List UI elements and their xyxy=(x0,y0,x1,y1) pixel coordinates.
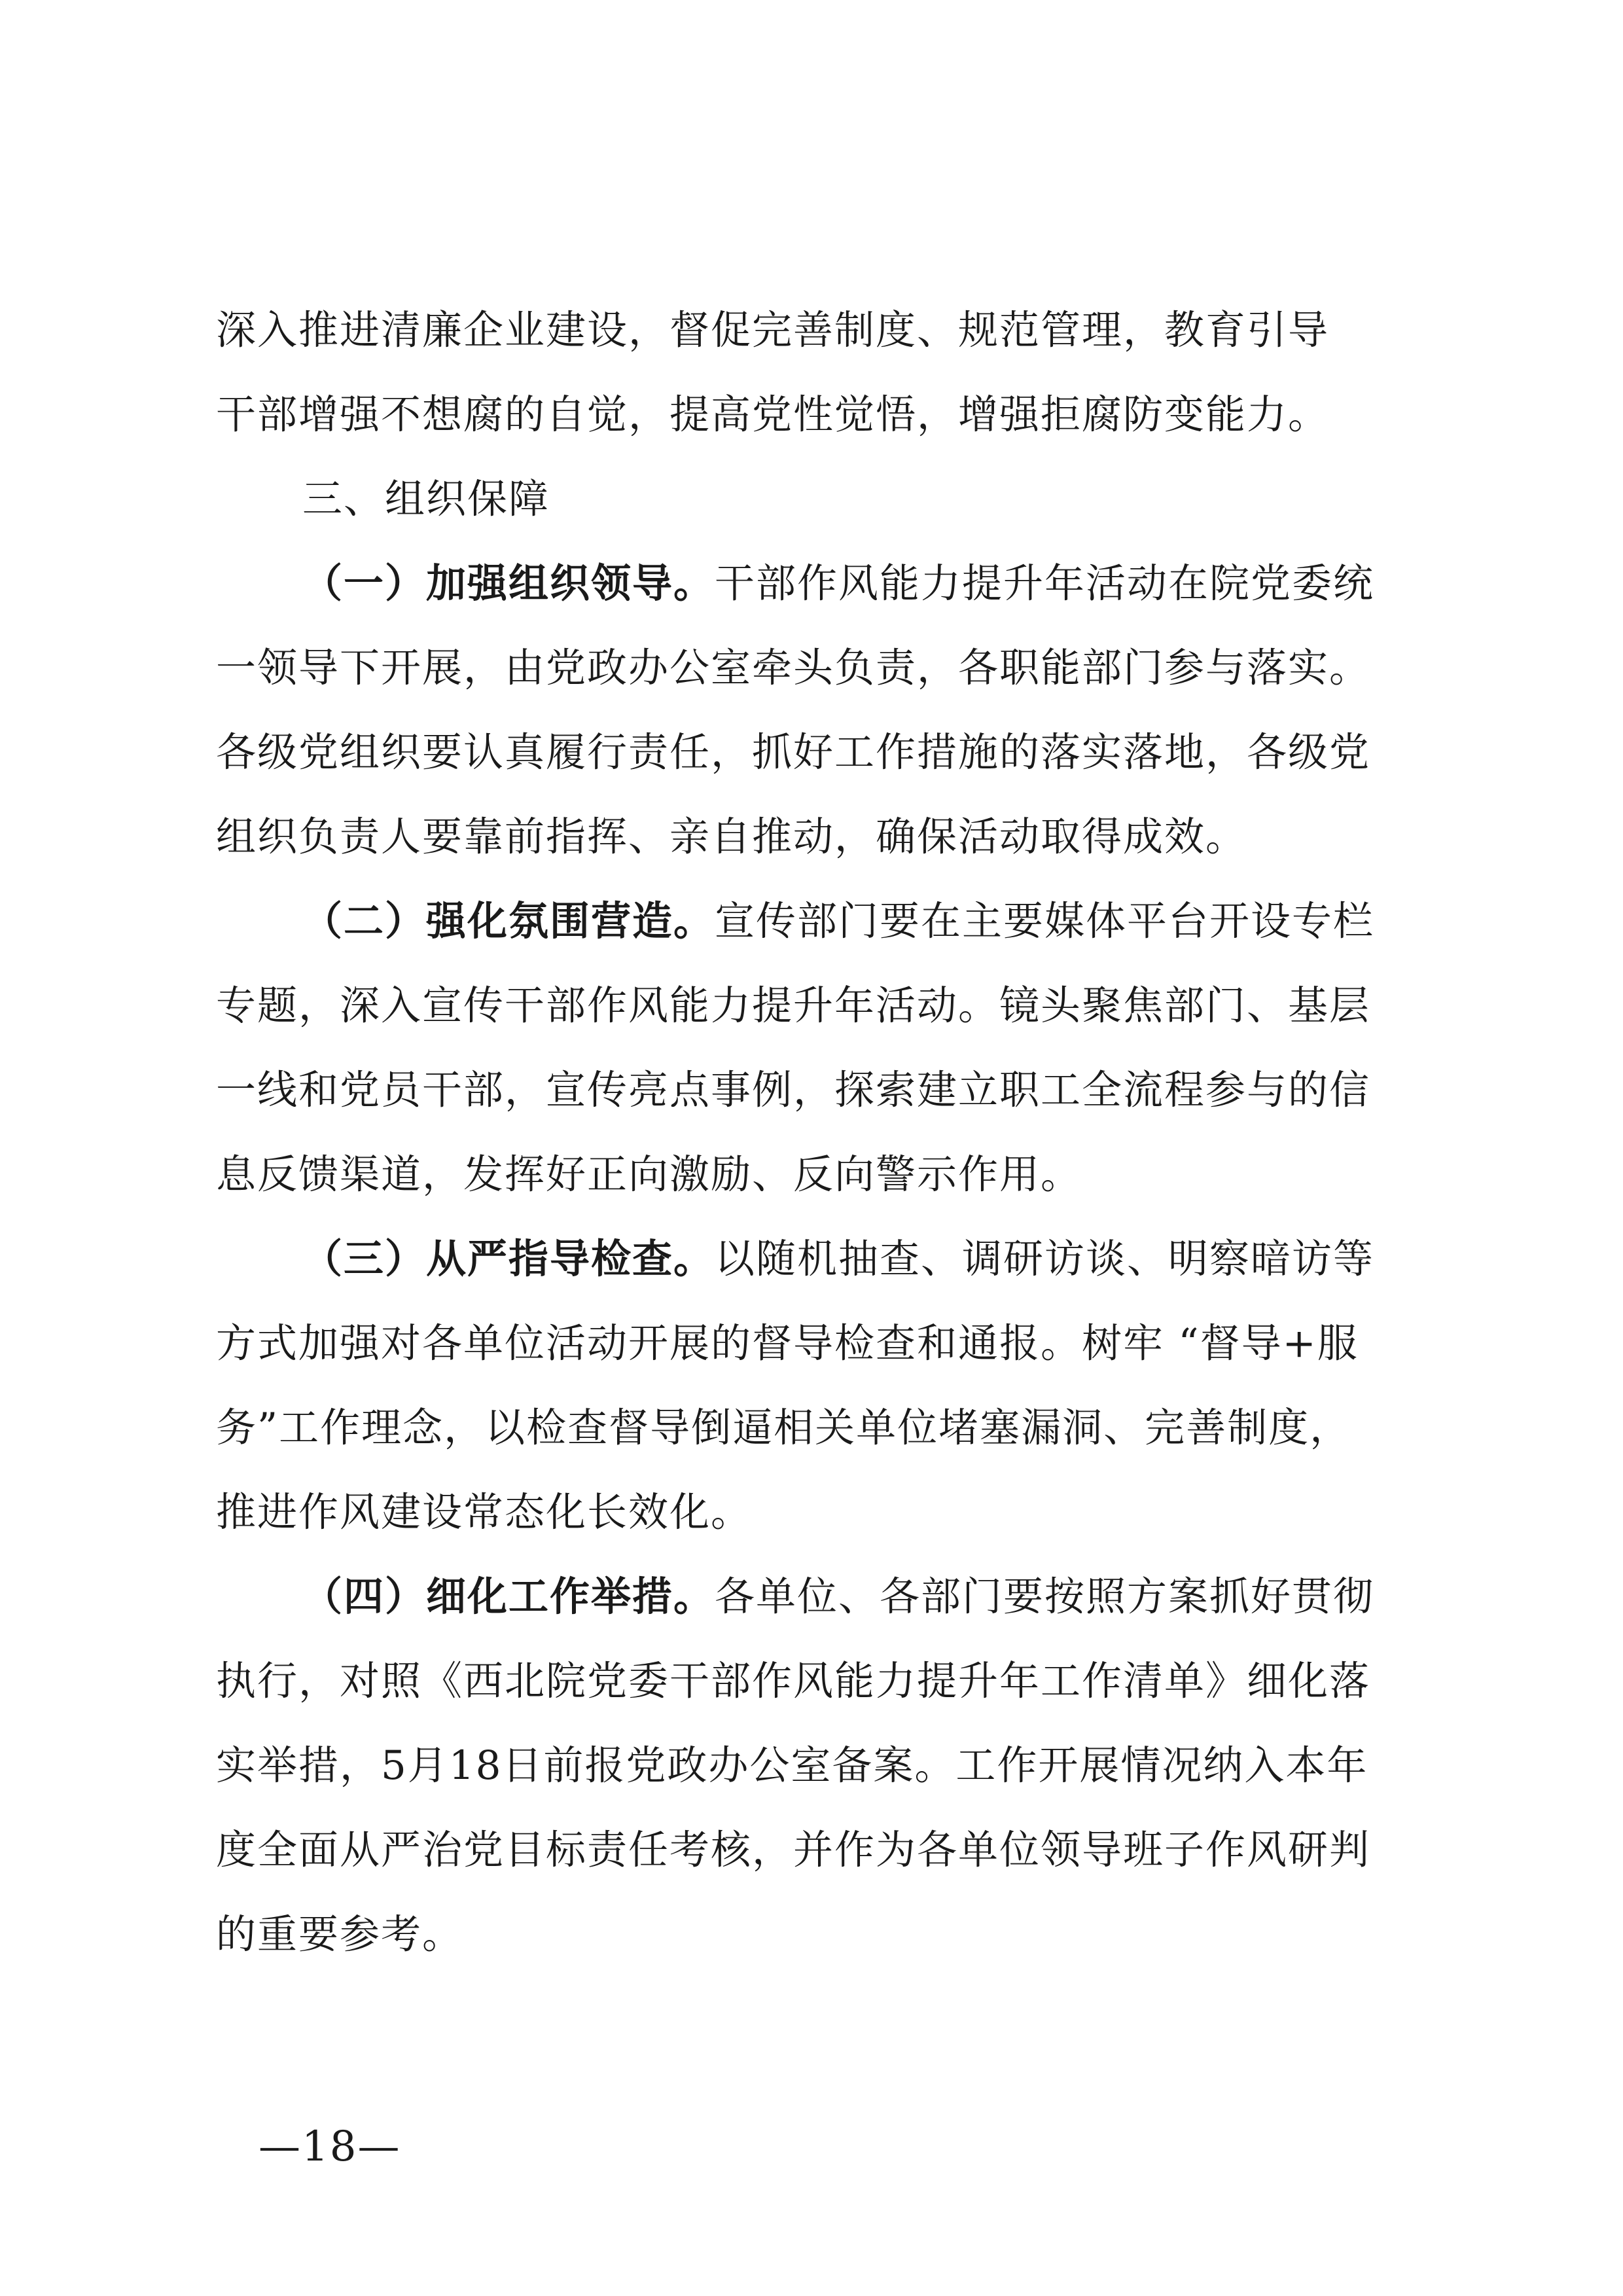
subsection-text: 干部作风能力提升年活动在院党委统 xyxy=(715,560,1375,607)
intro-paragraph xyxy=(216,288,1414,457)
subsection-text: 各单位、各部门要按照方案抓好贯彻 xyxy=(715,1573,1375,1620)
text-line: 务”工作理念，以检查督导倒逼相关单位堵塞漏洞、完善制度， xyxy=(216,1405,1351,1451)
subsection-3-paragraph xyxy=(216,1217,1414,1554)
text-line: 息反馈渠道，发挥好正向激励、反向警示作用。 xyxy=(216,1151,1082,1198)
subsection-heading: （一）加强组织领导。 xyxy=(302,560,715,607)
subsection-text: 以随机抽查、调研访谈、明察暗访等 xyxy=(715,1236,1375,1282)
text-line: 实举措，5月18日前报党政办公室备案。工作开展情况纳入本年 xyxy=(216,1742,1368,1789)
subsection-heading: （四）细化工作举措。 xyxy=(302,1573,715,1620)
text-line: 组织负责人要靠前指挥、亲自推动，确保活动取得成效。 xyxy=(216,814,1247,860)
text-line xyxy=(216,1554,1414,1639)
text-line: 干部增强不想腐的自觉，提高党性觉悟，增强拒腐防变能力。 xyxy=(216,391,1330,438)
document-body xyxy=(216,288,1414,1977)
text-line xyxy=(216,1217,1414,1301)
text-line: 推进作风建设常态化长效化。 xyxy=(216,1489,753,1535)
subsection-heading: （二）强化氛围营造。 xyxy=(302,898,715,944)
text-line: 专题，深入宣传干部作风能力提升年活动。镜头聚焦部门、基层 xyxy=(216,982,1371,1029)
text-line: 深入推进清廉企业建设，督促完善制度、规范管理，教育引导 xyxy=(216,307,1330,353)
text-line xyxy=(216,879,1414,963)
section-heading: 三、组织保障 xyxy=(302,476,550,522)
subsection-heading: （三）从严指导检查。 xyxy=(302,1236,715,1282)
subsection-2-paragraph xyxy=(216,879,1414,1217)
subsection-4-paragraph xyxy=(216,1554,1414,1977)
subsection-text: 宣传部门要在主要媒体平台开设专栏 xyxy=(715,898,1375,944)
text-line: 一线和党员干部，宣传亮点事例，探索建立职工全流程参与的信 xyxy=(216,1067,1371,1113)
text-line: 执行，对照《西北院党委干部作风能力提升年工作清单》细化落 xyxy=(216,1658,1371,1704)
text-line: 一领导下开展，由党政办公室牵头负责，各职能部门参与落实。 xyxy=(216,645,1371,691)
text-line: 的重要参考。 xyxy=(216,1911,464,1958)
text-line: 各级党组织要认真履行责任，抓好工作措施的落实落地，各级党 xyxy=(216,729,1371,776)
text-line xyxy=(216,541,1414,626)
subsection-1-paragraph xyxy=(216,541,1414,879)
text-line: 方式加强对各单位活动开展的督导检查和通报。树牢 “督导+服 xyxy=(216,1320,1359,1367)
page-number: —18— xyxy=(259,2123,401,2171)
text-line: 度全面从严治党目标责任考核，并作为各单位领导班子作风研判 xyxy=(216,1827,1371,1873)
